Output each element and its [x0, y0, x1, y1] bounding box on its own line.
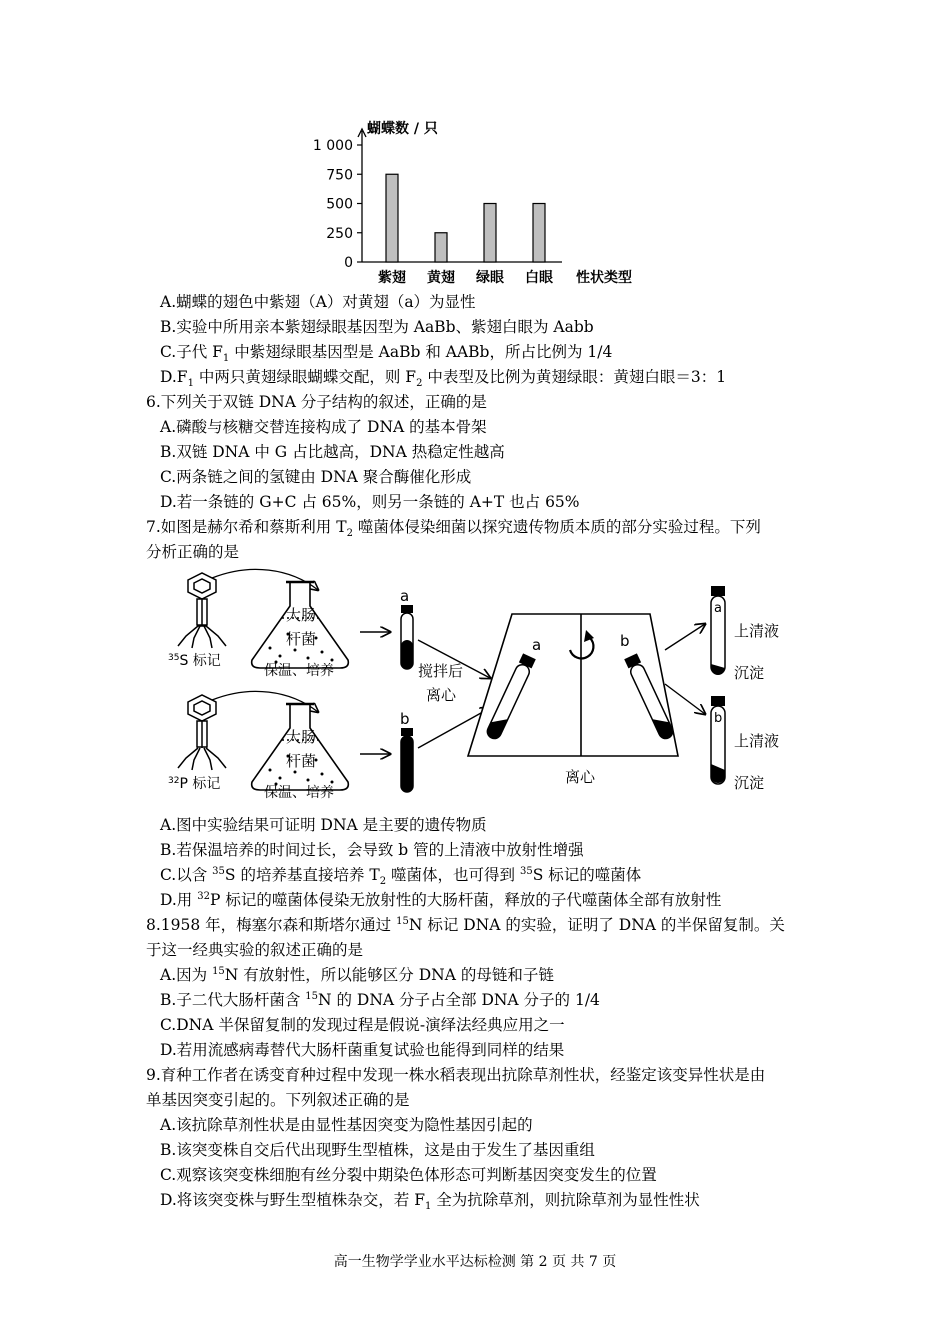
label-s-marked: $^{35}$S 标记: [168, 653, 221, 669]
q6-option-c: C.两条链之间的氢键由 DNA 聚合酶催化形成: [160, 468, 472, 486]
tube-a-label: a: [400, 587, 410, 605]
phage-icon-top: [178, 573, 226, 648]
q9-stem-line1: 9.育种工作者在诱变育种过程中发现一株水稻表现出抗除草剂性状，经鉴定该变异性状是由: [146, 1066, 766, 1084]
tube-b-icon: [401, 728, 413, 792]
q9-stem-line2: 单基因突变引起的。下列叙述正确的是: [146, 1091, 410, 1109]
hershey-chase-diagram: [150, 568, 800, 808]
label-p-marked: $^{32}$P 标记: [168, 776, 221, 792]
q5-option-d: $D.F_1$ 中两只黄翅绿眼蝴蝶交配，则 $F_2$ 中表型及比例为黄翅绿眼：黄翅白眼＝3：1: [160, 368, 727, 390]
flask-text1-bottom: 大肠: [286, 728, 317, 746]
q9-option-b: B.该突变株自交后代出现野生型植株，这是由于发生了基因重组: [160, 1141, 595, 1159]
flask-text2-bottom: 杆菌: [286, 752, 317, 770]
chart-bar: [533, 204, 545, 263]
q7-option-a: A.图中实验结果可证明 DNA 是主要的遗传物质: [160, 816, 487, 834]
q8-option-c: C.DNA 半保留复制的发现过程是假说-演绎法经典应用之一: [160, 1016, 565, 1034]
q7-stem-line1: 7.如图是赫尔希和蔡斯利用 $T_2$ 噬菌体侵染细菌以探究遗传物质本质的部分实验过程。下列: [146, 518, 761, 540]
q5-option-b: B.实验中所用亲本紫翅绿眼基因型为 AaBb、紫翅白眼为 Aabb: [160, 318, 594, 336]
chart-y-tick-label: 1 000: [312, 138, 353, 154]
stir-label: 搅拌后: [418, 662, 464, 680]
flask-text2-top: 杆菌: [286, 630, 317, 648]
centrifuge-tube-a-label: a: [532, 636, 542, 654]
q8-stem-line1: 8.1958 年，梅塞尔森和斯塔尔通过 $^{15}$N 标记 DNA 的实验，证明了 DNA 的半保留复制。关: [146, 915, 785, 934]
chart-y-label: 蝴蝶数 / 只: [367, 121, 438, 137]
result-tube-b-icon: [711, 696, 725, 784]
chart-bar: [386, 174, 398, 262]
supernatant-label-b: 上清液: [734, 732, 780, 750]
incubate-label-bottom: 保温、培养: [264, 785, 334, 801]
q9-option-d: D.将该突变株与野生型植株杂交，若 $F_1$ 全为抗除草剂，则抗除草剂为显性性状: [160, 1191, 700, 1213]
q5-option-c: C.子代 $F_1$ 中紫翅绿眼基因型是 AaBb 和 AABb，所占比例为 1/4: [160, 343, 613, 365]
precipitate-label-a: 沉淀: [734, 664, 765, 682]
tube-a-icon: [401, 605, 413, 669]
q7-option-c: C.以含 $^{35}$S 的培养基直接培养 $T_2$ 噬菌体，也可得到 $^{35}$S 标记的噬菌体: [160, 865, 642, 888]
result-tube-b-label: b: [714, 711, 723, 726]
q8-option-a: A.因为 $^{15}$N 有放射性，所以能够区分 DNA 的母链和子链: [160, 965, 554, 984]
q6-option-b: B.双链 DNA 中 G 占比越高，DNA 热稳定性越高: [160, 443, 505, 461]
precipitate-label-b: 沉淀: [734, 774, 765, 792]
q7-stem-line2: 分析正确的是: [146, 543, 240, 561]
page-footer: 高一生物学学业水平达标检测 第 2 页 共 7 页: [333, 1254, 617, 1270]
q5-option-a: A.蝴蝶的翅色中紫翅（A）对黄翅（a）为显性: [160, 293, 476, 311]
q8-option-b: B.子二代大肠杆菌含 $^{15}$N 的 DNA 分子占全部 DNA 分子的 1/4: [160, 990, 600, 1009]
chart-bar: [484, 204, 496, 263]
chart-y-tick-label: 0: [344, 255, 353, 271]
flask-icon-bottom: [252, 704, 349, 790]
chart-x-tick-label: 紫翅: [378, 270, 406, 286]
q8-option-d: D.若用流感病毒替代大肠杆菌重复试验也能得到同样的结果: [160, 1041, 565, 1059]
flask-text1-top: 大肠: [286, 606, 317, 624]
q7-option-d: D.用 $^{32}$P 标记的噬菌体侵染无放射性的大肠杆菌，释放的子代噬菌体全部有放射性: [160, 890, 722, 909]
result-tube-a-icon: [711, 586, 725, 675]
chart-x-tick-label: 黄翅: [427, 270, 455, 286]
tube-b-label: b: [400, 710, 410, 728]
flask-icon-top: [252, 582, 349, 668]
q6-option-d: D.若一条链的 G+C 占 65%，则另一条链的 A+T 也占 65%: [160, 493, 580, 511]
q8-stem-line2: 于这一经典实验的叙述正确的是: [146, 941, 364, 959]
q6-stem: 6.下列关于双链 DNA 分子结构的叙述，正确的是: [146, 393, 487, 411]
chart-bar: [435, 233, 447, 262]
q9-option-a: A.该抗除草剂性状是由显性基因突变为隐性基因引起的: [160, 1116, 533, 1134]
incubate-label-top: 保温、培养: [264, 663, 334, 679]
chart-x-tick-label: 绿眼: [476, 270, 504, 286]
butterfly-bar-chart: [300, 115, 660, 290]
q7-option-b: B.若保温培养的时间过长，会导致 b 管的上清液中放射性增强: [160, 841, 584, 859]
q9-option-c: C.观察该突变株细胞有丝分裂中期染色体形态可判断基因突变发生的位置: [160, 1166, 657, 1184]
chart-y-tick-label: 500: [326, 196, 353, 213]
centrifuge-label: 离心: [565, 768, 596, 786]
q6-option-a: A.磷酸与核糖交替连接构成了 DNA 的基本骨架: [160, 418, 487, 436]
stir-centrifuge-label: 离心: [426, 686, 457, 704]
supernatant-label-a: 上清液: [734, 622, 780, 640]
centrifuge-tube-b-label: b: [620, 632, 630, 650]
chart-y-tick-label: 250: [326, 225, 353, 242]
chart-x-tick-label: 白眼: [525, 270, 553, 286]
phage-icon-bottom: [178, 695, 226, 770]
chart-x-label: 性状类型: [576, 270, 632, 286]
result-tube-a-label: a: [714, 601, 722, 616]
chart-y-tick-label: 750: [326, 167, 353, 184]
